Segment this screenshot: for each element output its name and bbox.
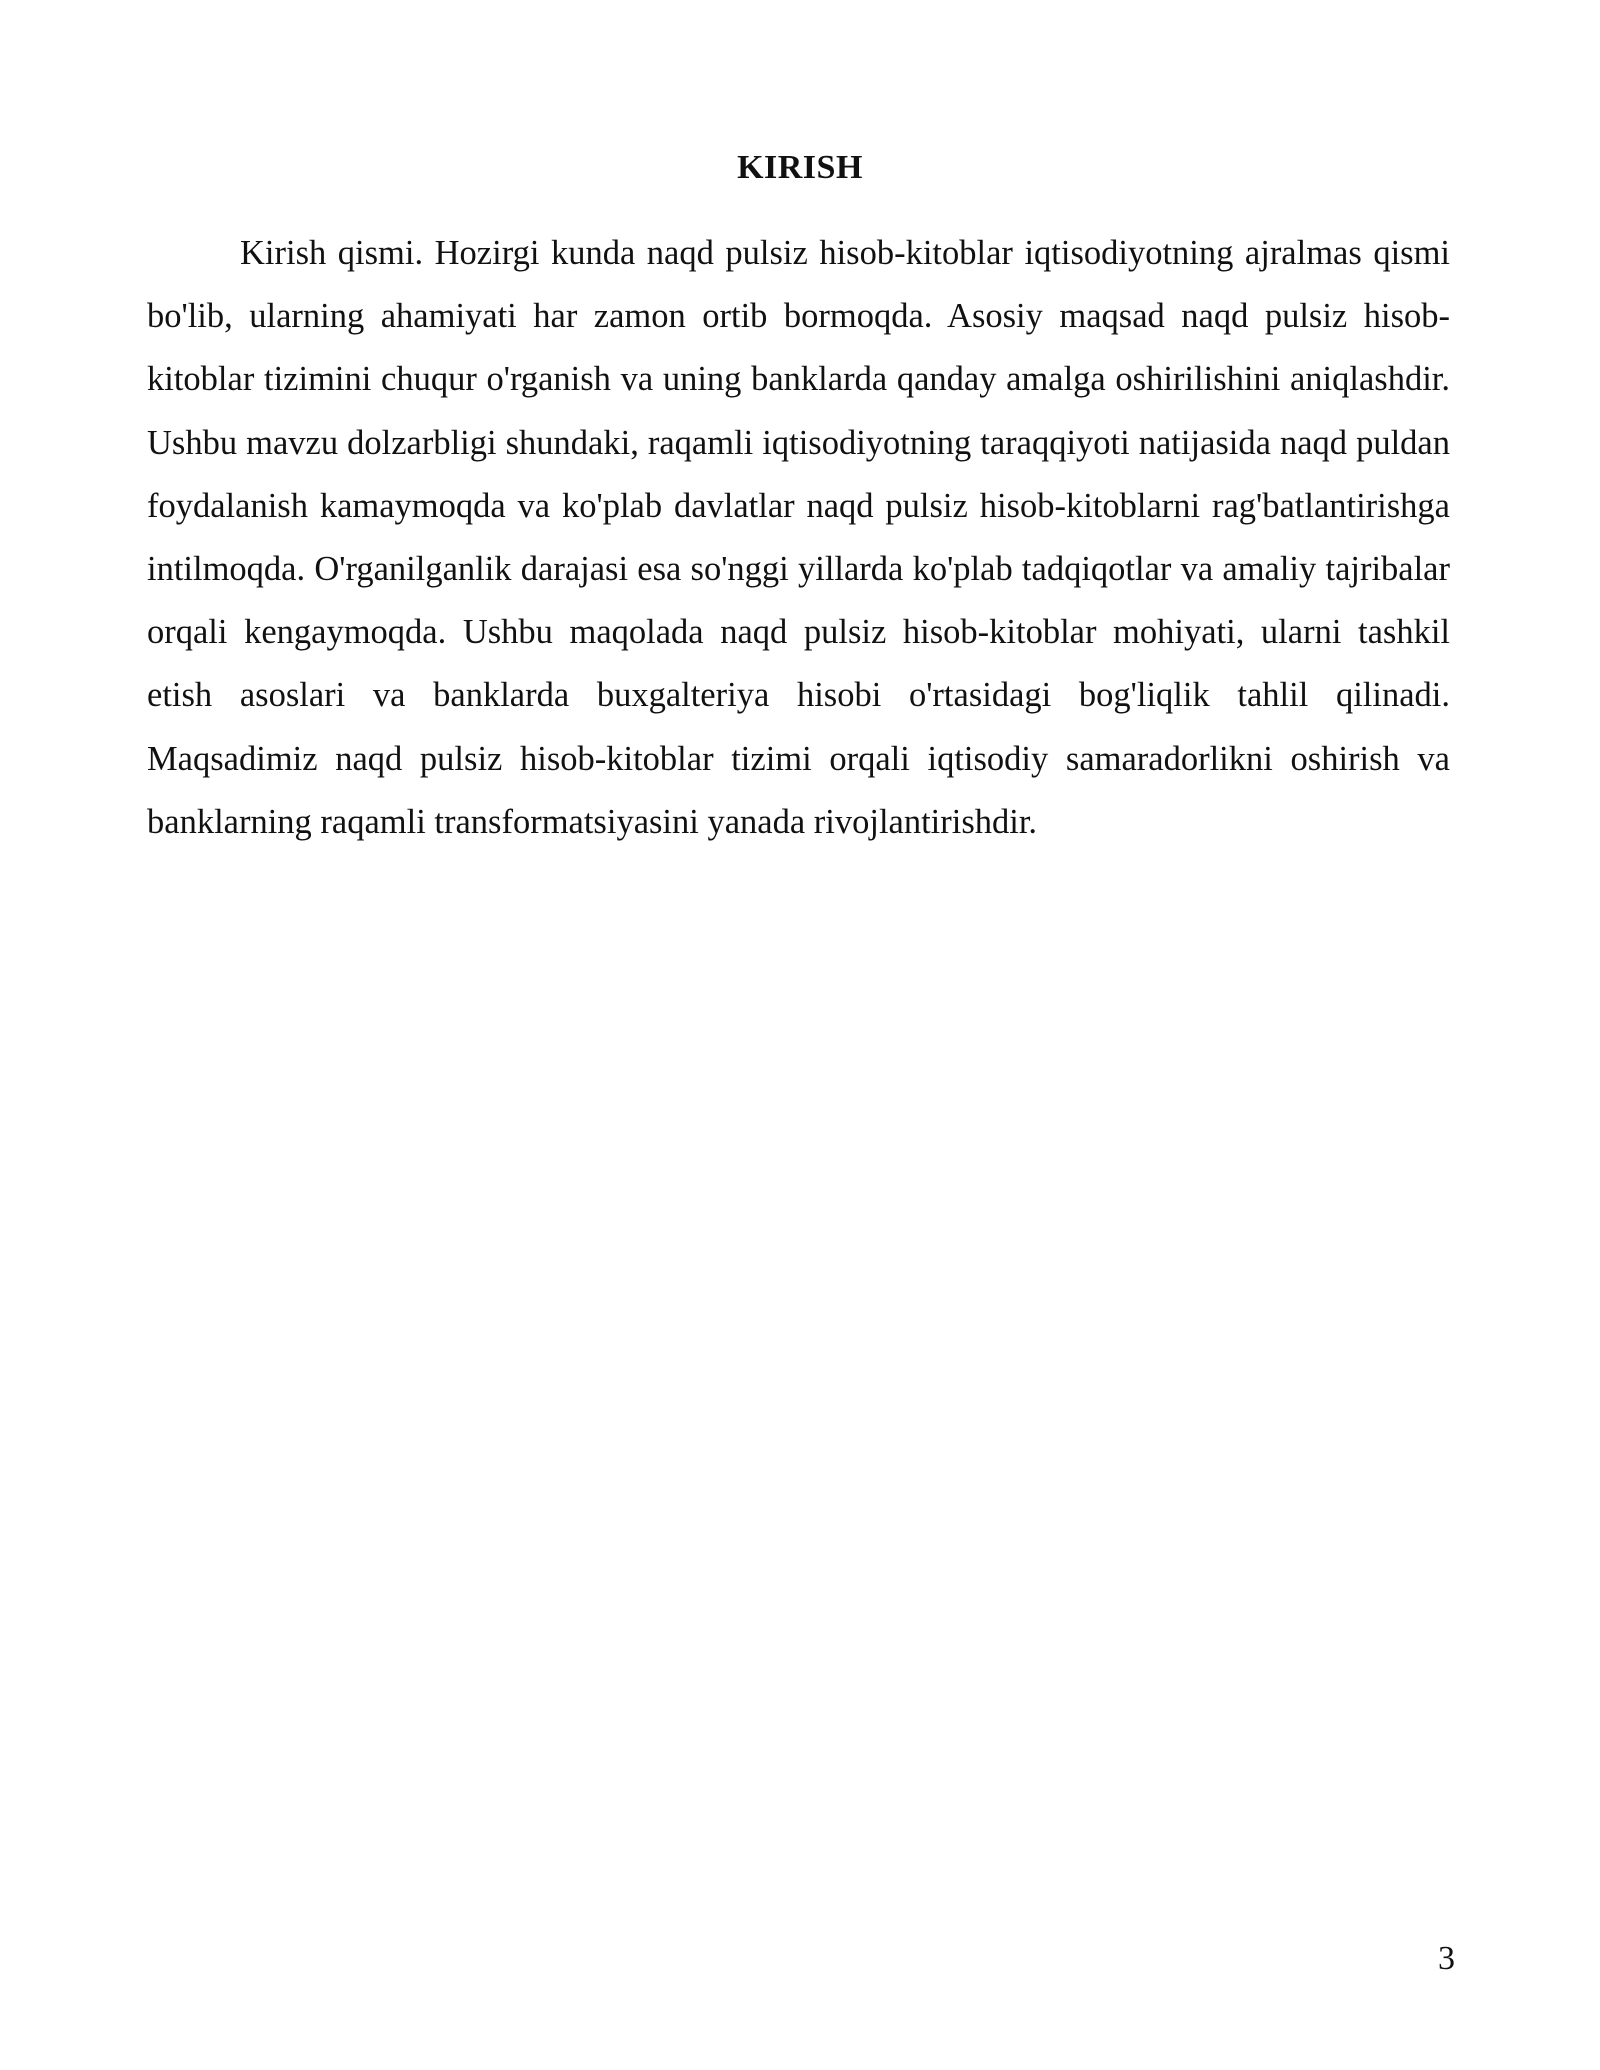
page-number: 3 xyxy=(1438,1940,1455,1977)
intro-paragraph: Kirish qismi. Hozirgi kunda naqd pulsiz hisob-kitoblar iqtisodiyotning ajralmas qismi bo'lib, ularning ahamiyati har zamon ortib bormoqda. Asosiy maqsad naqd pulsiz hisob-kitoblar tizimini chuqur o'rganish va uning banklarda qanday amalga oshirilishini aniqlashdir. Ushbu mavzu dolzarbligi shundaki, raqamli iqtisodiyotning taraqqiyoti natijasida naqd puldan foydalanish kamaymoqda va ko'plab davlatlar naqd pulsiz hisob-kitoblarni rag'batlantirishga intilmoqda. O'rganilganlik darajasi esa so'nggi yillarda ko'plab tadqiqotlar va amaliy tajribalar orqali kengaymoqda. Ushbu maqolada naqd pulsiz hisob-kitoblar mohiyati, ularni tashkil etish asoslari va banklarda buxgalteriya hisobi o'rtasidagi bog'liqlik tahlil qilinadi. Maqsadimiz naqd pulsiz hisob-kitoblar tizimi orqali iqtisodiy samaradorlikni oshirish va banklarning raqamli transformatsiyasini yanada rivojlantirishdir. xyxy=(147,234,1450,841)
section-heading: KIRISH xyxy=(737,149,863,186)
